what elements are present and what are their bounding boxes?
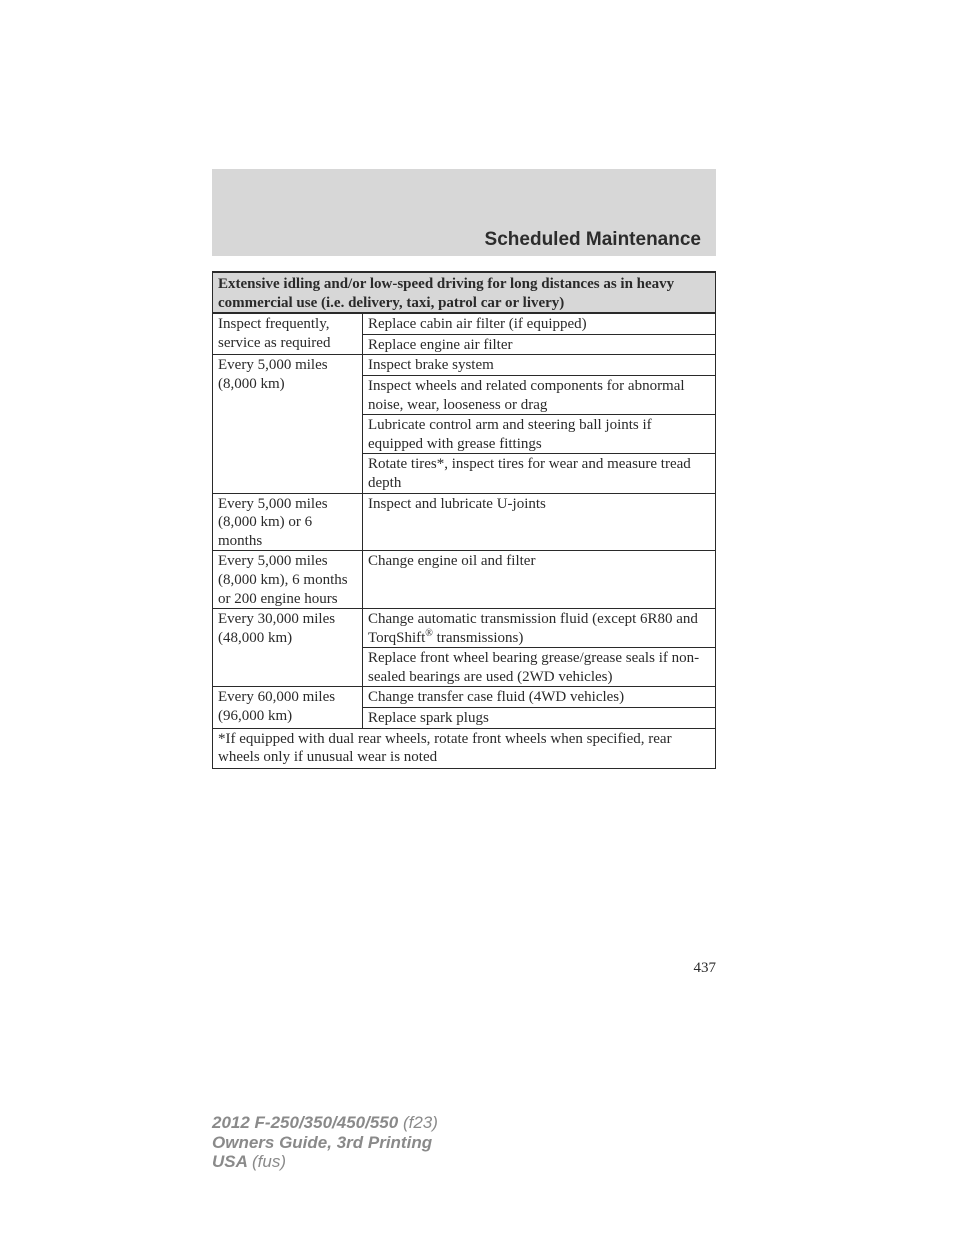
table-heading-row xyxy=(213,272,716,313)
task-cell: Rotate tires*, inspect tires for wear and measure tread depth xyxy=(363,454,716,493)
interval-cell: Every 60,000 miles (96,000 km) xyxy=(213,687,363,728)
task-cell: Change transfer case fluid (4WD vehicles) xyxy=(363,687,716,708)
footer-model-code: (f23) xyxy=(402,1113,438,1132)
footer-market: USA xyxy=(212,1152,248,1171)
task-cell: Replace spark plugs xyxy=(363,708,716,729)
table-row xyxy=(213,355,716,376)
table-row xyxy=(213,609,716,648)
task-cell: Inspect wheels and related components for abnormal noise, wear, looseness or drag xyxy=(363,375,716,414)
footer-model: 2012 F-250/350/450/550 xyxy=(212,1113,399,1132)
section-title: Scheduled Maintenance xyxy=(484,229,701,250)
interval-cell: Every 5,000 miles (8,000 km) or 6 months xyxy=(213,493,363,551)
table-row xyxy=(213,493,716,551)
interval-cell: Every 5,000 miles (8,000 km), 6 months or 200 engine hours xyxy=(213,551,363,609)
table-footnote: *If equipped with dual rear wheels, rotate front wheels when specified, rear wheels only if unusual wear is noted xyxy=(213,728,716,768)
table-heading: Extensive idling and/or low-speed driving for long distances as in heavy commercial use (i.e. delivery, taxi, patrol car or livery) xyxy=(213,272,716,313)
task-cell: Replace engine air filter xyxy=(363,334,716,355)
interval-cell: Inspect frequently, service as required xyxy=(213,313,363,355)
footer-market-code: (fus) xyxy=(252,1152,286,1171)
footer-guide: Owners Guide, 3rd Printing xyxy=(212,1132,433,1152)
document-footer xyxy=(212,1113,438,1172)
interval-cell: Every 5,000 miles (8,000 km) xyxy=(213,355,363,493)
footer-model-line xyxy=(212,1113,438,1133)
table-row xyxy=(213,313,716,334)
maintenance-schedule-table xyxy=(212,271,716,769)
footer-market-line xyxy=(212,1152,438,1172)
task-cell: Replace cabin air filter (if equipped) xyxy=(363,313,716,334)
task-cell: Lubricate control arm and steering ball joints if equipped with grease fittings xyxy=(363,415,716,454)
table-row xyxy=(213,551,716,609)
interval-cell: Every 30,000 miles (48,000 km) xyxy=(213,609,363,687)
table-row xyxy=(213,687,716,708)
task-cell: Inspect brake system xyxy=(363,355,716,376)
page-number: 437 xyxy=(693,960,716,976)
task-cell: Inspect and lubricate U-joints xyxy=(363,493,716,551)
task-cell: Change automatic transmission fluid (except 6R80 and TorqShift® transmissions) xyxy=(363,609,716,648)
task-cell: Change engine oil and filter xyxy=(363,551,716,609)
task-cell: Replace front wheel bearing grease/grease seals if non-sealed bearings are used (2WD vehicles) xyxy=(363,648,716,687)
footnote-row xyxy=(213,728,716,768)
section-header-band xyxy=(212,169,716,256)
